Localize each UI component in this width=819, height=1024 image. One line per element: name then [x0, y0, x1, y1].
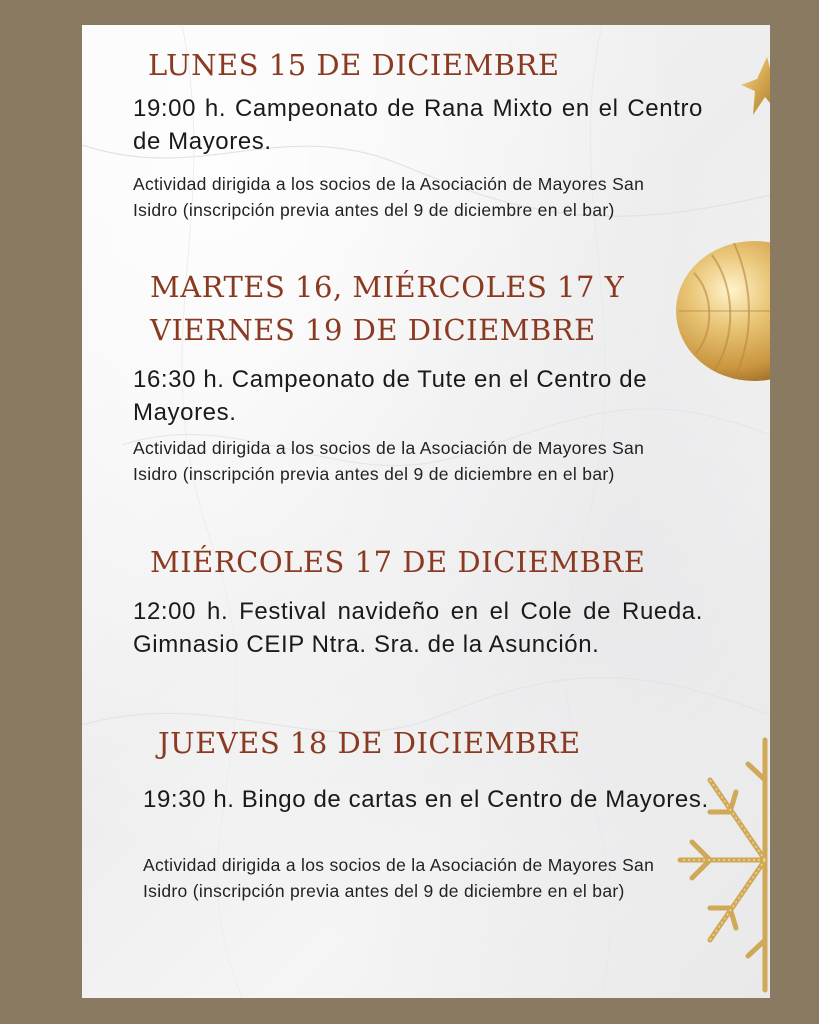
section-heading-martes-16-line1: MARTES 16, MIÉRCOLES 17 Y: [150, 270, 625, 304]
section-heading-jueves-18: JUEVES 18 DE DICIEMBRE: [158, 726, 581, 760]
gold-bauble-icon: [674, 233, 770, 383]
section-heading-lunes-15: LUNES 15 DE DICIEMBRE: [148, 48, 560, 82]
star-ornament-icon: [737, 55, 770, 135]
event-note-tute: Actividad dirigida a los socios de la Asociación de Mayores San Isidro (inscripción previa antes del 9 de diciembre en el bar): [133, 438, 645, 484]
event-note-rana: Actividad dirigida a los socios de la Asociación de Mayores San Isidro (inscripción previa antes del 9 de diciembre en el bar): [133, 174, 645, 220]
section-heading-martes-16-line2: VIERNES 19 DE DICIEMBRE: [150, 313, 596, 347]
event-note-bingo: Actividad dirigida a los socios de la Asociación de Mayores San Isidro (inscripción previa antes del 9 de diciembre en el bar): [143, 855, 655, 901]
event-main-festival: 12:00 h. Festival navideño en el Cole de Rueda. Gimnasio CEIP Ntra. Sra. de la Asunción.: [133, 598, 703, 658]
section-heading-miercoles-17: MIÉRCOLES 17 DE DICIEMBRE: [150, 545, 646, 579]
schedule-card: [82, 25, 770, 998]
event-main-rana: 19:00 h. Campeonato de Rana Mixto en el Centro de Mayores.: [133, 95, 703, 155]
event-main-bingo: 19:30 h. Bingo de cartas en el Centro de Mayores.: [143, 786, 709, 813]
event-main-tute: 16:30 h. Campeonato de Tute en el Centro de Mayores.: [133, 366, 648, 426]
